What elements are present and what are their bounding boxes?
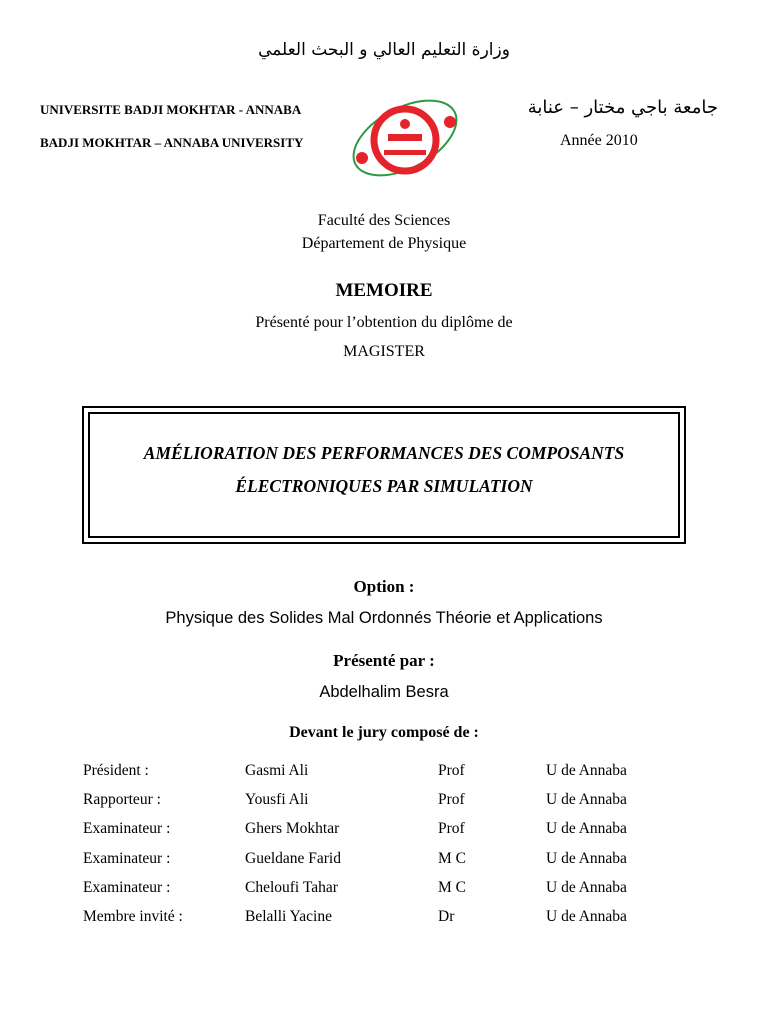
university-name-ar: جامعة باجي مختار – عنابة xyxy=(527,97,718,118)
presented-by-heading: Présenté par : xyxy=(333,651,435,670)
presented-for-text: Présenté pour l’obtention du diplôme de xyxy=(255,314,513,331)
academic-year: Année 2010 xyxy=(560,132,638,149)
jury-grade: Prof xyxy=(438,791,465,808)
jury-name: Cheloufi Tahar xyxy=(245,879,338,896)
title-frame xyxy=(82,406,686,544)
jury-row xyxy=(0,791,768,813)
author-name: Abdelhalim Besra xyxy=(319,683,449,701)
jury-row xyxy=(0,820,768,842)
thesis-title-line-2: ÉLECTRONIQUES PAR SIMULATION xyxy=(235,476,533,496)
jury-role: Examinateur : xyxy=(83,820,171,837)
jury-heading: Devant le jury composé de : xyxy=(289,724,479,741)
jury-role: Examinateur : xyxy=(83,879,171,896)
jury-row xyxy=(0,850,768,872)
jury-grade: Prof xyxy=(438,762,465,779)
jury-institution: U de Annaba xyxy=(546,908,627,925)
jury-grade: M C xyxy=(438,850,466,867)
jury-role: Examinateur : xyxy=(83,850,171,867)
jury-role: Membre invité : xyxy=(83,908,183,925)
jury-institution: U de Annaba xyxy=(546,791,627,808)
faculty-name: Faculté des Sciences xyxy=(317,212,451,229)
jury-institution: U de Annaba xyxy=(546,850,627,867)
logo-orbit-dot-right xyxy=(444,116,456,128)
jury-institution: U de Annaba xyxy=(546,820,627,837)
jury-grade: Dr xyxy=(438,908,455,925)
jury-name: Gasmi Ali xyxy=(245,762,309,779)
logo-bar-lower xyxy=(384,150,426,155)
ministry-title: وزارة التعليم العالي و البحث العلمي xyxy=(258,40,510,60)
university-name-fr: UNIVERSITE BADJI MOKHTAR - ANNABA xyxy=(40,102,302,117)
title-frame-inner xyxy=(88,412,680,538)
logo-bar xyxy=(388,134,422,141)
thesis-title-line-1: AMÉLIORATION DES PERFORMANCES DES COMPOSANTS xyxy=(143,443,625,463)
jury-institution: U de Annaba xyxy=(546,762,627,779)
diploma-name: MAGISTER xyxy=(343,343,425,360)
jury-role: Président : xyxy=(83,762,149,779)
option-value: Physique des Solides Mal Ordonnés Théorie et Applications xyxy=(165,609,603,627)
jury-institution: U de Annaba xyxy=(546,879,627,896)
jury-name: Belalli Yacine xyxy=(245,908,332,925)
jury-name: Yousfi Ali xyxy=(245,791,309,808)
university-name-en: BADJI MOKHTAR – ANNABA UNIVERSITY xyxy=(40,135,304,150)
jury-row xyxy=(0,762,768,784)
jury-row xyxy=(0,908,768,930)
university-logo xyxy=(340,88,470,188)
jury-name: Ghers Mokhtar xyxy=(245,820,340,837)
jury-grade: Prof xyxy=(438,820,465,837)
jury-role: Rapporteur : xyxy=(83,791,161,808)
jury-row xyxy=(0,879,768,901)
jury-name: Gueldane Farid xyxy=(245,850,341,867)
logo-orbit-dot-left xyxy=(356,152,368,164)
jury-grade: M C xyxy=(438,879,466,896)
document-type: MEMOIRE xyxy=(335,280,433,301)
option-heading: Option : xyxy=(353,577,415,596)
logo-center-dot xyxy=(400,119,410,129)
department-name: Département de Physique xyxy=(301,235,467,252)
